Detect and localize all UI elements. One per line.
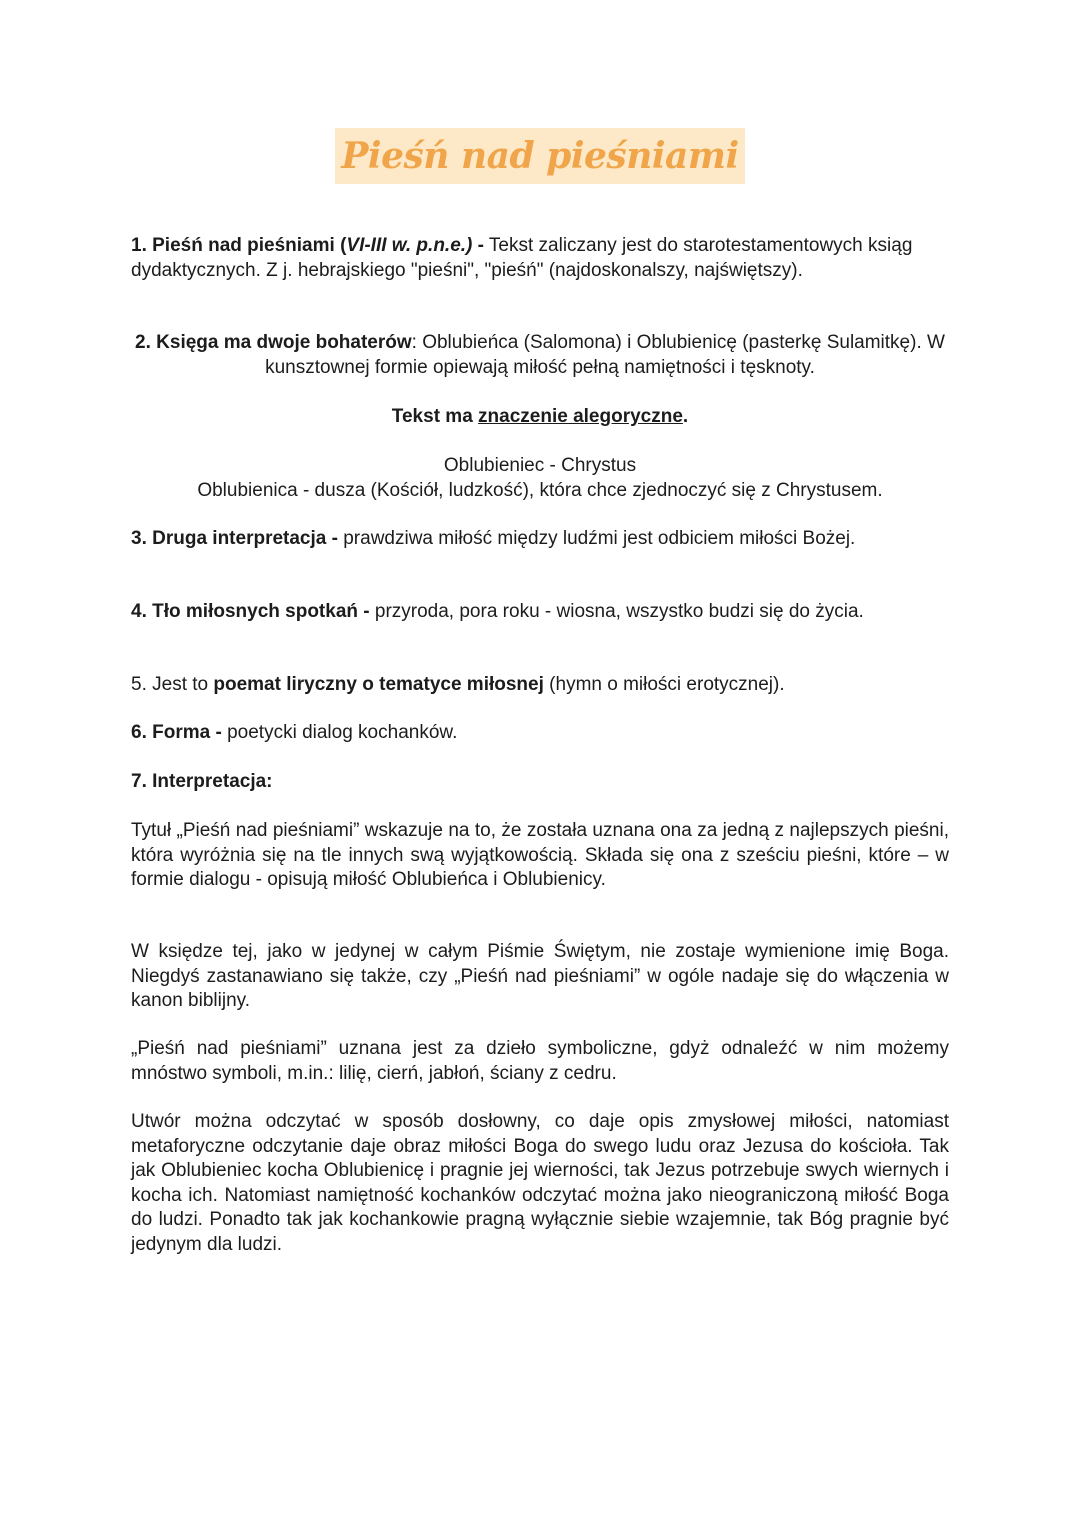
page-title: Pieśń nad pieśniami bbox=[335, 128, 744, 184]
point-1-date: VI-III w. p.n.e.) bbox=[346, 235, 473, 256]
interpretation-paragraph-1: Tytuł „Pieśń nad pieśniami” wskazuje na to, że została uznana ona za jedną z najlepszych pieśni, która wyróżnia się na tle innych swą wyjątkowością. Składa się ona z sześciu pieśni, które – w formie dialogu - opisują miłość Oblubieńca i Oblubienicy. bbox=[131, 820, 949, 890]
point-7-heading: 7. Interpretacja: bbox=[131, 771, 273, 792]
point-4-heading: 4. Tło miłosnych spotkań - bbox=[131, 601, 370, 622]
point-2-heading: 2. Księga ma dwoje bohaterów bbox=[135, 332, 412, 353]
interpretation-paragraph-4: Utwór można odczytać w sposób dosłowny, co daje opis zmysłowej miłości, natomiast metaforyczne odczytanie daje obraz miłości Boga do swego ludu oraz Jezusa do kościoła. Tak jak Oblubieniec kocha Oblubienicę i pragnie jej wierności, tak Jezus potrzebuje swych wiernych i kocha ich. Natomiast namiętność kochanków odczytać można jako nieograniczoną miłość Boga do ludzi. Ponadto tak jak kochankowie pragną wyłącznie siebie wzajemnie, tak Bóg pragnie być jedynym dla ludzi. bbox=[131, 1111, 949, 1255]
title-container bbox=[0, 128, 1080, 184]
allegory-statement-end: . bbox=[682, 406, 689, 427]
point-2 bbox=[131, 331, 949, 380]
point-3-text: prawdziwa miłość między ludźmi jest odbiciem miłości Bożej. bbox=[337, 528, 856, 549]
point-1-dash: - bbox=[472, 235, 484, 256]
allegory-list bbox=[131, 454, 949, 503]
point-1 bbox=[131, 234, 949, 283]
point-4 bbox=[131, 600, 949, 625]
point-7 bbox=[131, 770, 949, 795]
allegory-statement bbox=[131, 405, 949, 430]
point-5-lead: 5. Jest to bbox=[131, 674, 214, 695]
point-3-heading: 3. Druga interpretacja - bbox=[131, 528, 338, 549]
point-5-heading: poemat liryczny o tematyce miłosnej bbox=[213, 674, 544, 695]
interpretation-paragraph-2: W księdze tej, jako w jedynej w całym Piśmie Świętym, nie zostaje wymienione imię Boga. Niegdyś zastanawiano się także, czy „Pieśń nad pieśniami” w ogóle nadaje się do włączenia w kanon biblijny. bbox=[131, 941, 949, 1011]
point-6-text: poetycki dialog kochanków. bbox=[221, 722, 458, 743]
interpretation-paragraph-3: „Pieśń nad pieśniami” uznana jest za dzieło symboliczne, gdyż odnaleźć w nim możemy mnóstwo symboli, m.in.: lilię, cierń, jabłoń, ściany z cedru. bbox=[131, 1038, 949, 1084]
point-2-text: : Oblubieńca (Salomona) i Oblubienicę (pasterkę Sulamitkę). W kunsztownej formie opiewają miłość pełną namiętności i tęsknoty. bbox=[265, 332, 945, 378]
allegory-line-1: Oblubieniec - Chrystus bbox=[443, 455, 637, 476]
allegory-term: znaczenie alegoryczne bbox=[478, 406, 683, 427]
point-6-heading: 6. Forma - bbox=[131, 722, 222, 743]
point-1-heading: 1. Pieśń nad pieśniami ( bbox=[131, 235, 347, 256]
allegory-statement-lead: Tekst ma bbox=[391, 406, 479, 427]
point-5-text: (hymn o miłości erotycznej). bbox=[543, 674, 785, 695]
point-1-text: Tekst zaliczany jest do starotestamentowych ksiąg dydaktycznych. Z j. hebrajskiego "pieśni", "pieśń" (najdoskonalszy, najświętszy). bbox=[131, 235, 913, 281]
point-4-text: przyroda, pora roku - wiosna, wszystko budzi się do życia. bbox=[369, 601, 864, 622]
point-3 bbox=[131, 527, 949, 552]
point-6 bbox=[131, 721, 949, 746]
point-5 bbox=[131, 673, 949, 698]
allegory-line-2: Oblubienica - dusza (Kościół, ludzkość), która chce zjednoczyć się z Chrystusem. bbox=[197, 479, 883, 501]
